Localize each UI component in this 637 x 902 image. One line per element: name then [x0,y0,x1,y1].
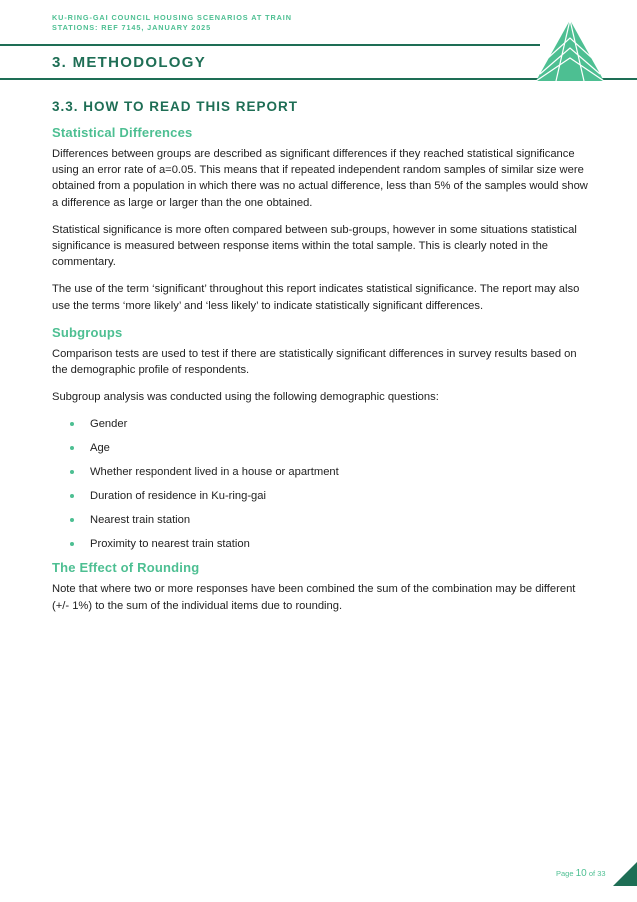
list-item-text: Duration of residence in Ku-ring-gai [90,490,266,503]
bullet-icon [70,542,74,546]
list-item [52,488,590,504]
page-number [556,868,606,879]
list-item [52,464,590,480]
list-item-text: Age [90,442,110,455]
bullet-icon [70,422,74,426]
bullet-icon [70,446,74,450]
page-total: 33 [597,869,606,878]
statistical-differences-heading: Statistical Differences [52,125,193,140]
list-item [52,440,590,456]
statistical-differences-paragraph-3: The use of the term ‘significant’ throughout this report indicates statistical significance. The report may also use the terms ‘more likely’ and ‘less likely’ to indicate statistically significant differences. [52,283,580,312]
bullet-icon [70,494,74,498]
corner-triangle-icon [613,862,637,886]
page-of: of [588,869,596,878]
list-item [52,416,590,432]
statistical-differences-paragraph-1: Differences between groups are described as significant differences if they reached statistical significance using an error rate of a=0.05. This means that if repeated independent random samples of similar size were obtained from a population in which there was no actual difference, less than 5% of the samples would show a difference as large or larger than the one obtained. [52,148,588,209]
header-meta-line-2: STATIONS: REF 7145, JANUARY 2025 [52,23,212,32]
list-item-text: Whether respondent lived in a house or apartment [90,466,339,479]
header-meta-line-1: KU-RING-GAI COUNCIL HOUSING SCENARIOS AT TRAIN [52,13,292,22]
subgroups-paragraph-1: Comparison tests are used to test if there are statistically significant differences in survey results based on the demographic profile of respondents. [52,347,577,377]
header-rule-top [0,44,540,46]
bullet-icon [70,518,74,522]
list-item-text: Proximity to nearest train station [90,538,250,551]
rounding-heading: The Effect of Rounding [52,560,200,576]
rounding-paragraph: Note that where two or more responses have been combined the sum of the combination may be different (+/- 1%) to the sum of the individual items due to rounding. [52,583,576,612]
demographic-list [52,416,590,552]
list-item-text: Gender [90,418,128,431]
statistical-differences-paragraph-2: Statistical significance is more often compared between sub-groups, however in some situations statistical significance is measured between response items within the total sample. This is clearly noted in the commentary. [52,223,577,269]
list-item [52,512,590,528]
page-prefix: Page [556,869,574,878]
list-item-text: Nearest train station [90,514,191,527]
list-item [52,536,590,552]
main-content [52,99,590,625]
subgroups-paragraph-2: Subgroup analysis was conducted using the following demographic questions: [52,391,439,404]
mountain-logo-icon [534,18,606,82]
section-title: 3. METHODOLOGY [52,54,207,71]
header-meta [52,13,292,33]
bullet-icon [70,470,74,474]
subgroups-heading: Subgroups [52,324,123,340]
subsection-heading: 3.3. HOW TO READ THIS REPORT [52,99,299,114]
page-current: 10 [575,868,587,879]
